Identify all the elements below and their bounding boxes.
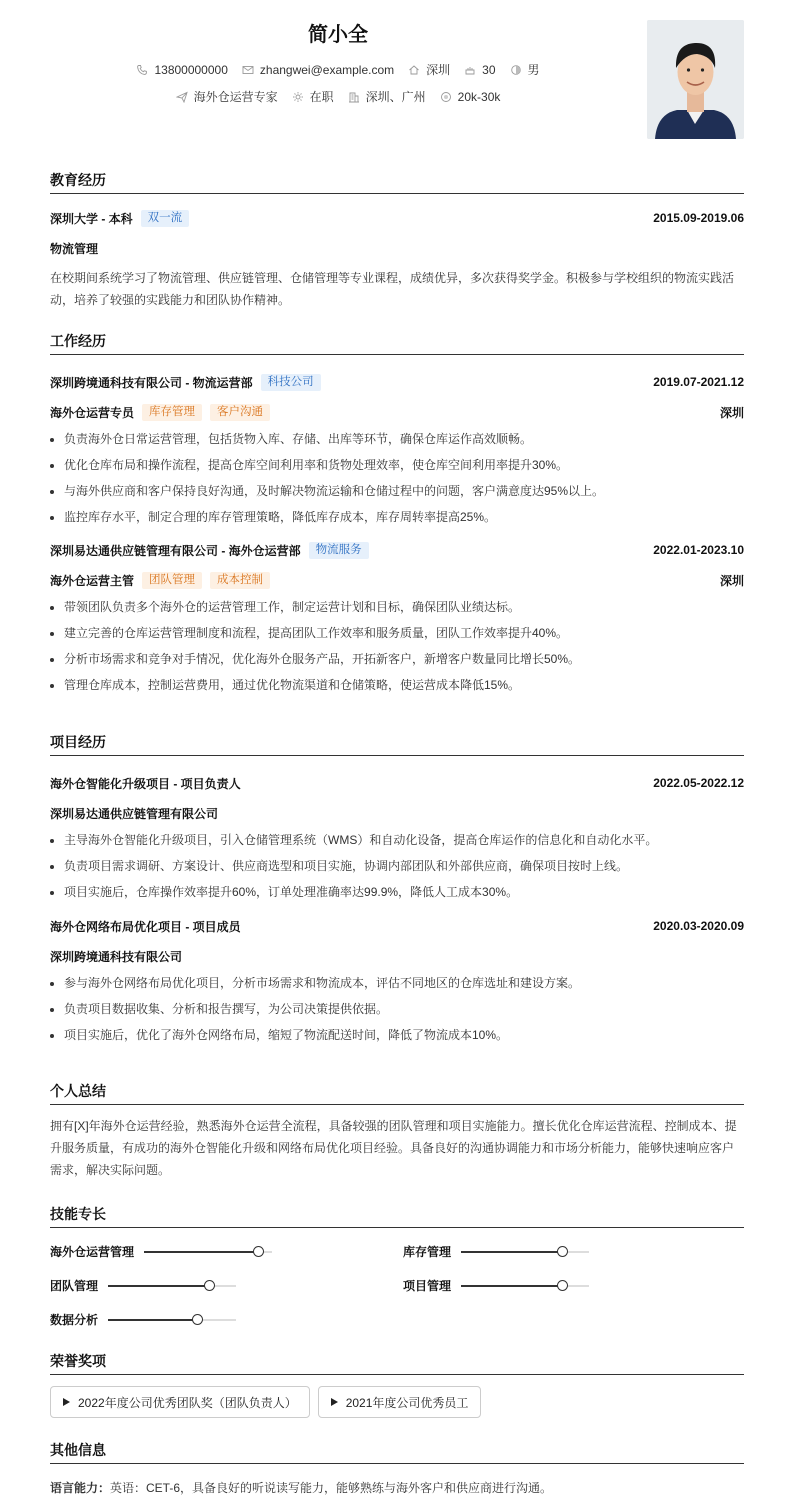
contact-row: [50, 61, 626, 78]
email-item: [242, 63, 394, 77]
education-period: 2015.09-2019.06: [653, 211, 744, 225]
skill-track: [461, 1251, 589, 1253]
skill-track: [108, 1319, 236, 1321]
status-item: [292, 88, 334, 105]
company-name: 深圳跨境通科技有限公司 - 物流运营部: [50, 375, 253, 390]
project-title-row: [50, 773, 744, 793]
list-item: • 与海外供应商和客户保持良好沟通，及时解决物流运输和仓储过程中的问题，客户满意度达95%以上。: [64, 478, 744, 504]
target-role-item: [176, 88, 278, 105]
project-org-row: [50, 946, 744, 966]
play-triangle-icon: [63, 1398, 70, 1406]
section-title: 技能专长: [50, 1204, 744, 1228]
role-tag: 库存管理: [142, 404, 202, 421]
section-title: 项目经历: [50, 732, 744, 756]
list-item: • 带领团队负责多个海外仓的运营管理工作，制定运营计划和目标，确保团队业绩达标。: [64, 594, 744, 620]
education-header: [50, 208, 744, 228]
job-title: 海外仓运营主管: [50, 573, 135, 588]
school-name: 深圳大学 - 本科: [50, 211, 133, 226]
section-title: 教育经历: [50, 170, 744, 194]
skill-name: 库存管理: [403, 1245, 452, 1259]
language-line: [50, 1477, 744, 1499]
projects-section: [50, 732, 744, 1048]
company-tag: 物流服务: [309, 542, 369, 559]
list-item: • 优化仓库布局和操作流程，提高仓库空间利用率和货物处理效率，使仓库空间利用率提升30%。: [64, 452, 744, 478]
skill-name: 数据分析: [50, 1313, 99, 1327]
other-section: [50, 1440, 744, 1499]
company-name: 深圳易达通供应链管理有限公司 - 海外仓运营部: [50, 543, 301, 558]
skill-fill: [461, 1251, 563, 1253]
honors-section: [50, 1351, 744, 1418]
education-section: [50, 170, 744, 311]
skills-list: [50, 1228, 744, 1338]
skill-fill: [108, 1319, 198, 1321]
skill-knob: [557, 1246, 568, 1257]
phone-item: [136, 63, 227, 77]
skill-knob: [253, 1246, 264, 1257]
job-title: 海外仓运营专员: [50, 405, 135, 420]
play-triangle-icon: [331, 1398, 338, 1406]
list-item: • 负责项目需求调研、方案设计、供应商选型和项目实施，协调内部团队和外部供应商，确保项目按时上线。: [64, 853, 744, 879]
project-title-row: [50, 916, 744, 936]
project-org-row: [50, 803, 744, 823]
work-bullets: [50, 426, 744, 530]
language-text: 英语：CET-6，具备良好的听说读写能力，能够熟练与海外客户和供应商进行沟通。: [110, 1481, 553, 1495]
language-label: 语言能力：: [50, 1481, 111, 1495]
skill-knob: [557, 1280, 568, 1291]
section-title: 荣誉奖项: [50, 1351, 744, 1375]
candidate-name: 简小全: [308, 24, 368, 46]
list-item: • 负责海外仓日常运营管理，包括货物入库、存储、出库等环节，确保仓库运作高效顺畅。: [64, 426, 744, 452]
gender-icon: [510, 64, 522, 76]
section-title: 工作经历: [50, 331, 744, 355]
project-org: 深圳易达通供应链管理有限公司: [50, 806, 219, 821]
skill-item: [50, 1311, 236, 1328]
profile-photo: [647, 20, 744, 139]
skill-item: [50, 1277, 236, 1294]
honor-item[interactable]: [318, 1386, 482, 1418]
target-role: 海外仓运营专家: [193, 90, 278, 104]
job-status: 在职: [309, 90, 334, 104]
skill-fill: [461, 1285, 563, 1287]
work-location: 深圳: [719, 405, 744, 420]
education-major: [50, 238, 744, 258]
home-icon: [408, 64, 420, 76]
work-location: 深圳: [719, 573, 744, 588]
project-item: [50, 916, 744, 1048]
work-company-row: [50, 540, 744, 560]
work-section: [50, 331, 744, 698]
work-company-row: [50, 372, 744, 392]
list-item: • 管理仓库成本，控制运营费用，通过优化物流渠道和仓储策略，使运营成本降低15%。: [64, 672, 744, 698]
honors-list: [50, 1386, 744, 1418]
company-tag: 科技公司: [261, 374, 321, 391]
project-org: 深圳跨境通科技有限公司: [50, 949, 183, 964]
project-period: 2022.05-2022.12: [653, 776, 744, 790]
send-icon: [176, 91, 188, 103]
skill-fill: [144, 1251, 259, 1253]
role-tag: 成本控制: [210, 572, 270, 589]
skill-item: [403, 1243, 589, 1260]
city: 深圳: [426, 63, 451, 77]
work-role-row: [50, 402, 744, 422]
list-item: • 主导海外仓智能化升级项目，引入仓储管理系统（WMS）和自动化设备，提高仓库运作的信息化和自动化水平。: [64, 827, 744, 853]
list-item: • 建立完善的仓库运营管理制度和流程，提高团队工作效率和服务质量，团队工作效率提升40%。: [64, 620, 744, 646]
work-bullets: [50, 594, 744, 698]
coin-icon: [440, 91, 452, 103]
list-item: • 项目实施后，仓库操作效率提升60%，订单处理准确率达99.9%，降低人工成本30%。: [64, 879, 744, 905]
honor-item[interactable]: [50, 1386, 310, 1418]
skill-name: 项目管理: [403, 1279, 452, 1293]
work-period: 2022.01-2023.10: [653, 543, 744, 557]
education-description: 在校期间系统学习了物流管理、供应链管理、仓储管理等专业课程，成绩优异，多次获得奖学金。积极参与学校组织的物流实践活动，培养了较强的实践能力和团队协作精神。: [50, 271, 735, 307]
gender: 男: [527, 63, 540, 77]
role-tag: 团队管理: [142, 572, 202, 589]
work-item: [50, 540, 744, 698]
resume-header: [50, 0, 744, 150]
project-item: [50, 773, 744, 905]
email-address: zhangwei@example.com: [259, 62, 395, 77]
project-period: 2020.03-2020.09: [653, 919, 744, 933]
intent-row: [50, 88, 626, 105]
major: 物流管理: [50, 241, 99, 256]
skill-name: 团队管理: [50, 1279, 99, 1293]
skill-item: [403, 1277, 589, 1294]
target-city-item: [348, 88, 426, 105]
list-item: • 参与海外仓网络布局优化项目，分析市场需求和物流成本，评估不同地区的仓库选址和建设方案。: [64, 970, 744, 996]
work-period: 2019.07-2021.12: [653, 375, 744, 389]
skills-section: [50, 1204, 744, 1338]
mail-icon: [242, 64, 254, 76]
building-icon: [348, 91, 360, 103]
target-city: 深圳、广州: [365, 90, 426, 104]
skill-track: [144, 1251, 272, 1253]
honor-label: 2022年度公司优秀团队奖（团队负责人）: [78, 1395, 297, 1410]
age-icon: [464, 64, 476, 76]
list-item: • 项目实施后，优化了海外仓网络布局，缩短了物流配送时间，降低了物流成本10%。: [64, 1022, 744, 1048]
summary-text: 拥有[X]年海外仓运营经验，熟悉海外仓运营全流程，具备较强的团队管理和项目实施能力。擅长优化仓库运营流程、控制成本、提升服务质量，有成功的海外仓智能化升级和网络布局优化项目经验。具备良好的沟通协调能力和市场分析能力，能够快速响应客户需求，解决实际问题。: [50, 1119, 737, 1177]
project-title: 海外仓智能化升级项目 - 项目负责人: [50, 776, 241, 791]
section-title: 其他信息: [50, 1440, 744, 1464]
school-tag: 双一流: [141, 210, 190, 227]
skill-knob: [204, 1280, 215, 1291]
resume-page: [50, 0, 744, 1495]
skill-item: [50, 1243, 272, 1260]
list-item: • 负责项目数据收集、分析和报告撰写，为公司决策提供依据。: [64, 996, 744, 1022]
gender-item: [510, 61, 540, 78]
city-item: [408, 61, 450, 78]
section-title: 个人总结: [50, 1081, 744, 1105]
salary-item: [440, 90, 501, 104]
project-title: 海外仓网络布局优化项目 - 项目成员: [50, 919, 241, 934]
role-tag: 客户沟通: [210, 404, 270, 421]
skill-name: 海外仓运营管理: [50, 1245, 135, 1259]
skill-knob: [192, 1314, 203, 1325]
project-bullets: [50, 827, 744, 905]
list-item: • 分析市场需求和竞争对手情况，优化海外仓服务产品，开拓新客户，新增客户数量同比增长50%。: [64, 646, 744, 672]
list-item: • 监控库存水平，制定合理的库存管理策略，降低库存成本，库存周转率提高25%。: [64, 504, 744, 530]
phone-number: 13800000000: [154, 62, 228, 77]
work-item: [50, 372, 744, 530]
gear-icon: [292, 91, 304, 103]
age-item: [464, 63, 495, 77]
skill-track: [108, 1285, 236, 1287]
honor-label: 2021年度公司优秀员工: [345, 1395, 469, 1410]
salary-range: 20k-30k: [457, 89, 501, 104]
summary-section: [50, 1081, 744, 1181]
age: 30: [482, 62, 496, 77]
skill-track: [461, 1285, 589, 1287]
work-role-row: [50, 570, 744, 590]
project-bullets: [50, 970, 744, 1048]
phone-icon: [136, 64, 148, 76]
skill-fill: [108, 1285, 210, 1287]
